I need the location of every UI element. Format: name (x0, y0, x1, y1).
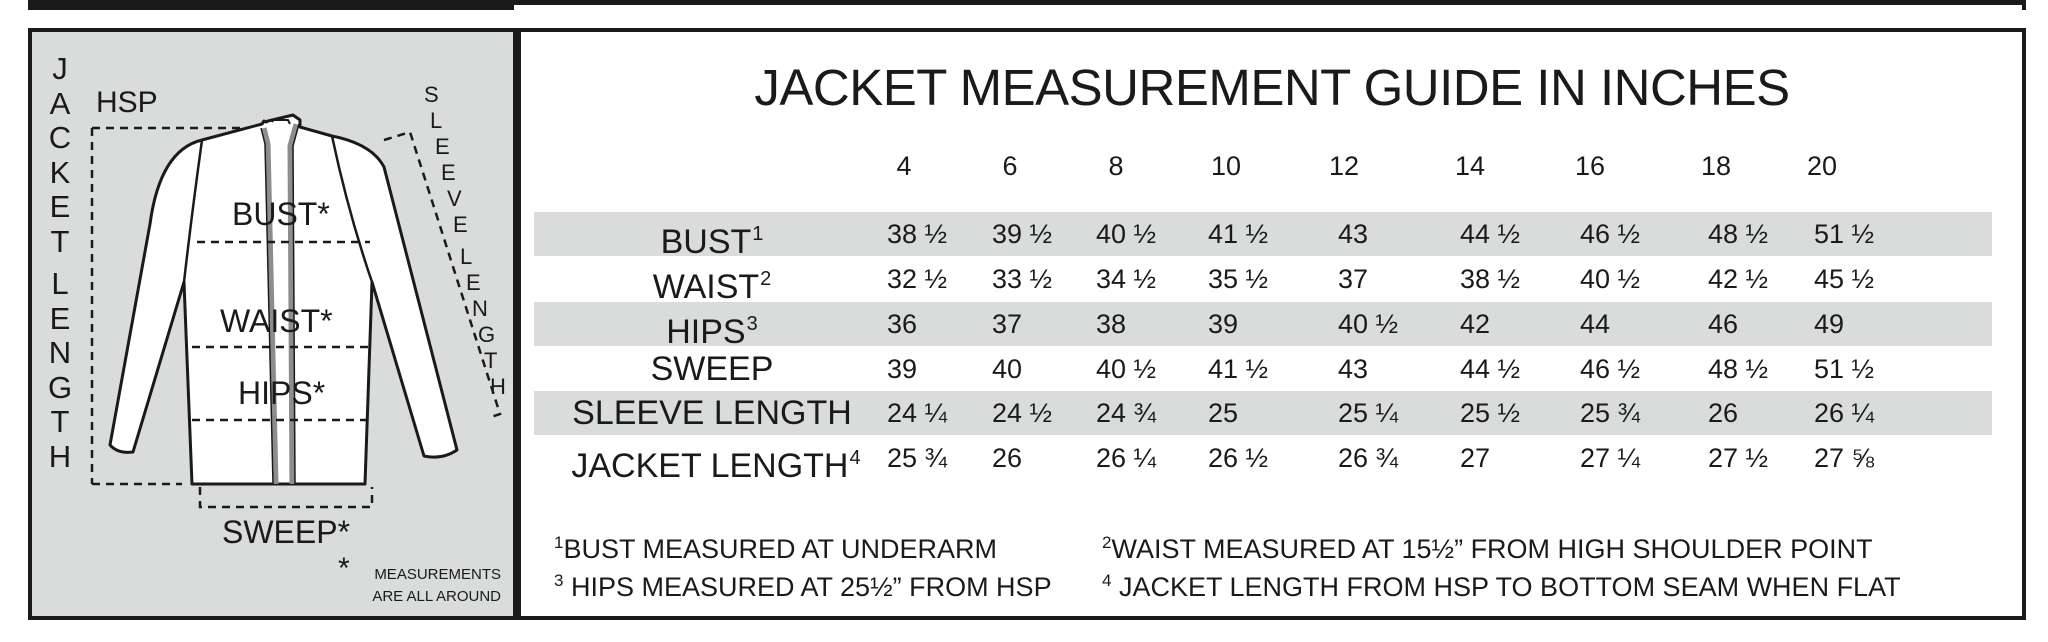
letter: S (424, 82, 439, 107)
bust-label: BUST* (232, 196, 330, 232)
table-cell: 44 ½ (1460, 354, 1521, 384)
table-cell: 41 ½ (1208, 354, 1269, 384)
letter: H (48, 438, 72, 474)
row-label-text: SWEEP (650, 350, 774, 388)
table-cell: 51 ½ (1814, 354, 1875, 384)
table-cell: 39 ½ (992, 219, 1053, 249)
footnote-hips (554, 564, 1052, 604)
table-cell: 45 ½ (1814, 264, 1875, 294)
footnote-marker: 3 (554, 571, 564, 590)
table-cell: 46 (1708, 309, 1739, 339)
measurement-card (28, 28, 2026, 620)
table-cell: 48 ½ (1708, 354, 1769, 384)
jacket-diagram-panel (32, 32, 521, 616)
row-label-text: BUST (660, 223, 752, 261)
row-label-text: WAIST (652, 268, 760, 306)
size-header: 4 (896, 151, 912, 181)
footnote-marker: 4 (849, 447, 861, 469)
table-cell: 27 ¼ (1580, 443, 1641, 473)
table-cell: 26 (1708, 398, 1739, 428)
letter: J (52, 51, 68, 86)
table-cell: 44 (1580, 309, 1611, 339)
footnote-text: BUST MEASURED AT UNDERARM (563, 534, 998, 564)
hips-label: HIPS* (238, 375, 326, 411)
letter: H (490, 374, 506, 399)
table-cell: 51 ½ (1814, 219, 1875, 249)
letter: T (50, 223, 70, 259)
top-rule-end (2022, 0, 2026, 10)
table-cell: 46 ½ (1580, 354, 1641, 384)
size-header: 18 (1700, 151, 1732, 181)
table-cell: 26 (992, 443, 1023, 473)
footnote-text: HIPS MEASURED AT 25½” FROM HSP (563, 572, 1052, 602)
table-cell: 38 (1096, 309, 1127, 339)
waist-label: WAIST* (220, 303, 333, 339)
table-cell: 24 ¾ (1096, 398, 1157, 428)
letter: T (484, 348, 498, 373)
size-header: 14 (1454, 151, 1486, 181)
measurements-note-line2: ARE ALL AROUND (372, 588, 501, 605)
table-cell: 36 (887, 309, 918, 339)
table-cell: 33 ½ (992, 264, 1053, 294)
table-cell: 26 ¾ (1338, 443, 1399, 473)
table-cell: 46 ½ (1580, 219, 1641, 249)
size-header: 20 (1806, 151, 1838, 181)
size-header: 12 (1328, 151, 1360, 181)
footnote-jacket-length (1102, 564, 1901, 604)
table-cell: 39 (1208, 309, 1239, 339)
table-cell: 27 (1460, 443, 1491, 473)
measurements-note-line1: MEASUREMENTS (374, 566, 501, 583)
letter: K (49, 154, 71, 190)
table-cell: 25 ¾ (887, 443, 948, 473)
table-cell: 32 ½ (887, 264, 948, 294)
sweep-label: SWEEP* (222, 514, 351, 550)
row-label-text: HIPS (666, 313, 746, 351)
table-cell: 40 ½ (1096, 354, 1157, 384)
table-cell: 25 ¼ (1338, 398, 1399, 428)
table-cell: 25 ¾ (1580, 398, 1641, 428)
table-cell: 40 ½ (1580, 264, 1641, 294)
table-cell: 24 ½ (992, 398, 1053, 428)
letter: V (447, 186, 462, 211)
table-cell: 34 ½ (1096, 264, 1157, 294)
row-label-text: JACKET LENGTH (571, 447, 849, 485)
page-title: JACKET MEASUREMENT GUIDE IN INCHES (754, 59, 1790, 116)
table-cell: 42 (1460, 309, 1491, 339)
footnote-waist (1102, 526, 1873, 566)
table-cell: 49 (1814, 309, 1845, 339)
letter: L (430, 108, 443, 133)
footnote-text: WAIST MEASURED AT 15½” FROM HIGH SHOULDER POINT (1111, 534, 1873, 564)
table-cell: 37 (1338, 264, 1369, 294)
letter: E (453, 212, 468, 237)
letter: C (48, 120, 72, 155)
letter: L (51, 266, 69, 301)
table-cell: 41 ½ (1208, 219, 1269, 249)
size-header: 8 (1108, 151, 1124, 181)
table-cell: 48 ½ (1708, 219, 1769, 249)
letter: E (49, 189, 71, 224)
footnote-marker: 4 (1102, 571, 1112, 590)
table-cell: 43 (1338, 219, 1369, 249)
size-header: 10 (1210, 151, 1242, 181)
top-rule-fill (28, 0, 514, 10)
row-label (556, 436, 876, 488)
footnote-marker: 3 (746, 313, 758, 335)
table-cell: 39 (887, 354, 918, 384)
row-label-text: SLEEVE LENGTH (572, 394, 852, 432)
table-cell: 38 ½ (887, 219, 948, 249)
row-label (552, 391, 872, 435)
hsp-label: HSP (96, 86, 158, 119)
table-cell: 43 (1338, 354, 1369, 384)
footnote-marker: 2 (760, 268, 772, 290)
table-cell: 26 ½ (1208, 443, 1269, 473)
size-header: 16 (1574, 151, 1606, 181)
footnote-bust (554, 526, 997, 566)
table-cell: 25 (1208, 398, 1239, 428)
top-rule-line (514, 0, 2026, 5)
table-cell: 42 ½ (1708, 264, 1769, 294)
table-cell: 27 ⅝ (1814, 443, 1875, 473)
letter: L (460, 244, 473, 269)
letter: E (441, 160, 456, 185)
letter: N (472, 296, 488, 321)
table-cell: 27 ½ (1708, 443, 1769, 473)
top-rule (28, 0, 2026, 10)
footnote-marker: 1 (752, 223, 764, 245)
table-cell: 37 (992, 309, 1023, 339)
table-cell: 40 ½ (1338, 309, 1399, 339)
letter: G (478, 322, 496, 347)
letter: E (435, 134, 450, 159)
table-cell: 44 ½ (1460, 219, 1521, 249)
table-cell: 24 ¼ (887, 398, 948, 428)
letter: A (49, 85, 71, 121)
jacket-length-vertical-label (46, 52, 74, 474)
row-label (552, 347, 872, 391)
table-cell: 38 ½ (1460, 264, 1521, 294)
footnote-marker: 1 (554, 533, 564, 552)
table-cell: 25 ½ (1460, 398, 1521, 428)
letter: E (466, 270, 481, 295)
table-cell: 26 ¼ (1096, 443, 1157, 473)
table-cell: 40 (992, 354, 1023, 384)
table-cell: 26 ¼ (1814, 398, 1875, 428)
footnote-marker: 2 (1102, 533, 1112, 552)
table-cell: 40 ½ (1096, 219, 1157, 249)
table-cell: 35 ½ (1208, 264, 1269, 294)
letter: G (47, 369, 73, 405)
letter: N (48, 335, 72, 370)
note-asterisk: * (338, 552, 350, 585)
letter: E (49, 300, 71, 336)
footnote-text: JACKET LENGTH FROM HSP TO BOTTOM SEAM WHEN FLAT (1111, 572, 1901, 602)
size-header: 6 (1002, 151, 1018, 181)
letter: T (50, 404, 70, 439)
